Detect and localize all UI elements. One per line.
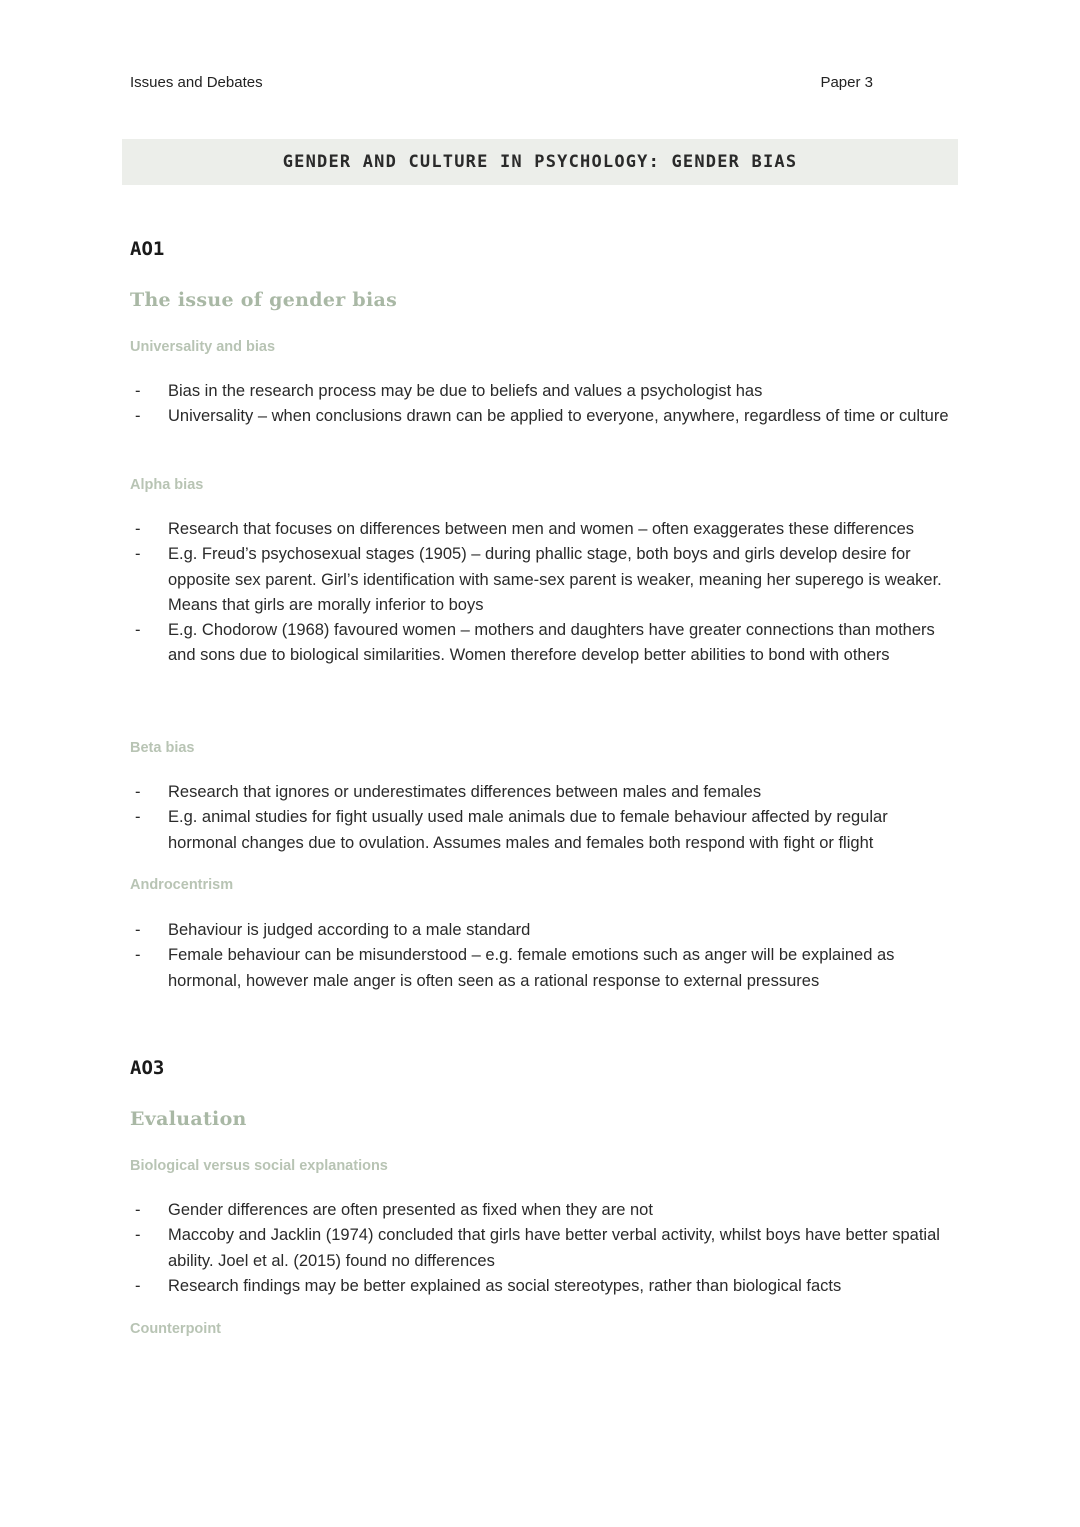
biological-social-block	[130, 1158, 950, 1174]
list-item: - E.g. Freud’s psychosexual stages (1905) – during phallic stage, both boys and girls develop desire for opposite sex parent. Girl’s identification with same-sex parent is weaker, meaning her superego is weaker. Means that girls are morally inferior to boys	[130, 542, 950, 618]
sub-heading-androcentrism: Androcentrism	[130, 877, 234, 893]
page-header	[130, 74, 873, 91]
page-title: GENDER AND CULTURE IN PSYCHOLOGY: GENDER BIAS	[282, 152, 798, 172]
list-item: - Gender differences are often presented as fixed when they are not	[130, 1198, 950, 1223]
list-item: - Research that ignores or underestimates differences between males and females	[130, 780, 950, 805]
sub-heading-universality: Universality and bias	[130, 339, 276, 355]
list-item: - E.g. Chodorow (1968) favoured women – mothers and daughters have greater connections than mothers and sons due to biological similarities. Women therefore develop better abilities to bond with others	[130, 618, 950, 669]
universality-block	[130, 339, 950, 355]
beta-bias-list	[130, 780, 950, 856]
biological-social-list	[130, 1198, 950, 1299]
title-banner	[122, 139, 958, 185]
beta-bias-block	[130, 740, 950, 756]
androcentrism-list	[130, 918, 950, 994]
ao1-heading: AO1	[130, 238, 165, 260]
list-item: - Maccoby and Jacklin (1974) concluded that girls have better verbal activity, whilst boys have better spatial ability. Joel et al. (2015) found no differences	[130, 1223, 950, 1274]
alpha-bias-list	[130, 517, 950, 669]
sub-heading-biological-social: Biological versus social explanations	[130, 1158, 388, 1174]
list-item: - Universality – when conclusions drawn can be applied to everyone, anywhere, regardless of time or culture	[130, 404, 950, 429]
ao1-topic-heading: The issue of gender bias	[130, 289, 398, 311]
header-left-text: Issues and Debates	[130, 74, 263, 91]
ao1-section	[130, 238, 950, 311]
counterpoint-block	[130, 1321, 950, 1337]
sub-heading-beta-bias: Beta bias	[130, 740, 195, 756]
ao3-heading: AO3	[130, 1057, 165, 1079]
sub-heading-alpha-bias: Alpha bias	[130, 477, 204, 493]
list-item: - Behaviour is judged according to a male standard	[130, 918, 950, 943]
list-item: - Female behaviour can be misunderstood – e.g. female emotions such as anger will be explained as hormonal, however male anger is often seen as a rational response to external pressures	[130, 943, 950, 994]
universality-list	[130, 379, 950, 430]
list-item: - Research findings may be better explained as social stereotypes, rather than biological facts	[130, 1274, 950, 1299]
ao3-topic-heading: Evaluation	[130, 1108, 247, 1130]
list-item: - E.g. animal studies for fight usually used male animals due to female behaviour affected by regular hormonal changes due to ovulation. Assumes males and females both respond with fight or flight	[130, 805, 950, 856]
list-item: - Research that focuses on differences between men and women – often exaggerates these differences	[130, 517, 950, 542]
sub-heading-counterpoint: Counterpoint	[130, 1321, 222, 1337]
alpha-bias-block	[130, 477, 950, 493]
list-item: - Bias in the research process may be due to beliefs and values a psychologist has	[130, 379, 950, 404]
androcentrism-block	[130, 877, 950, 893]
header-right-text: Paper 3	[820, 74, 873, 91]
ao3-section	[130, 1057, 950, 1130]
